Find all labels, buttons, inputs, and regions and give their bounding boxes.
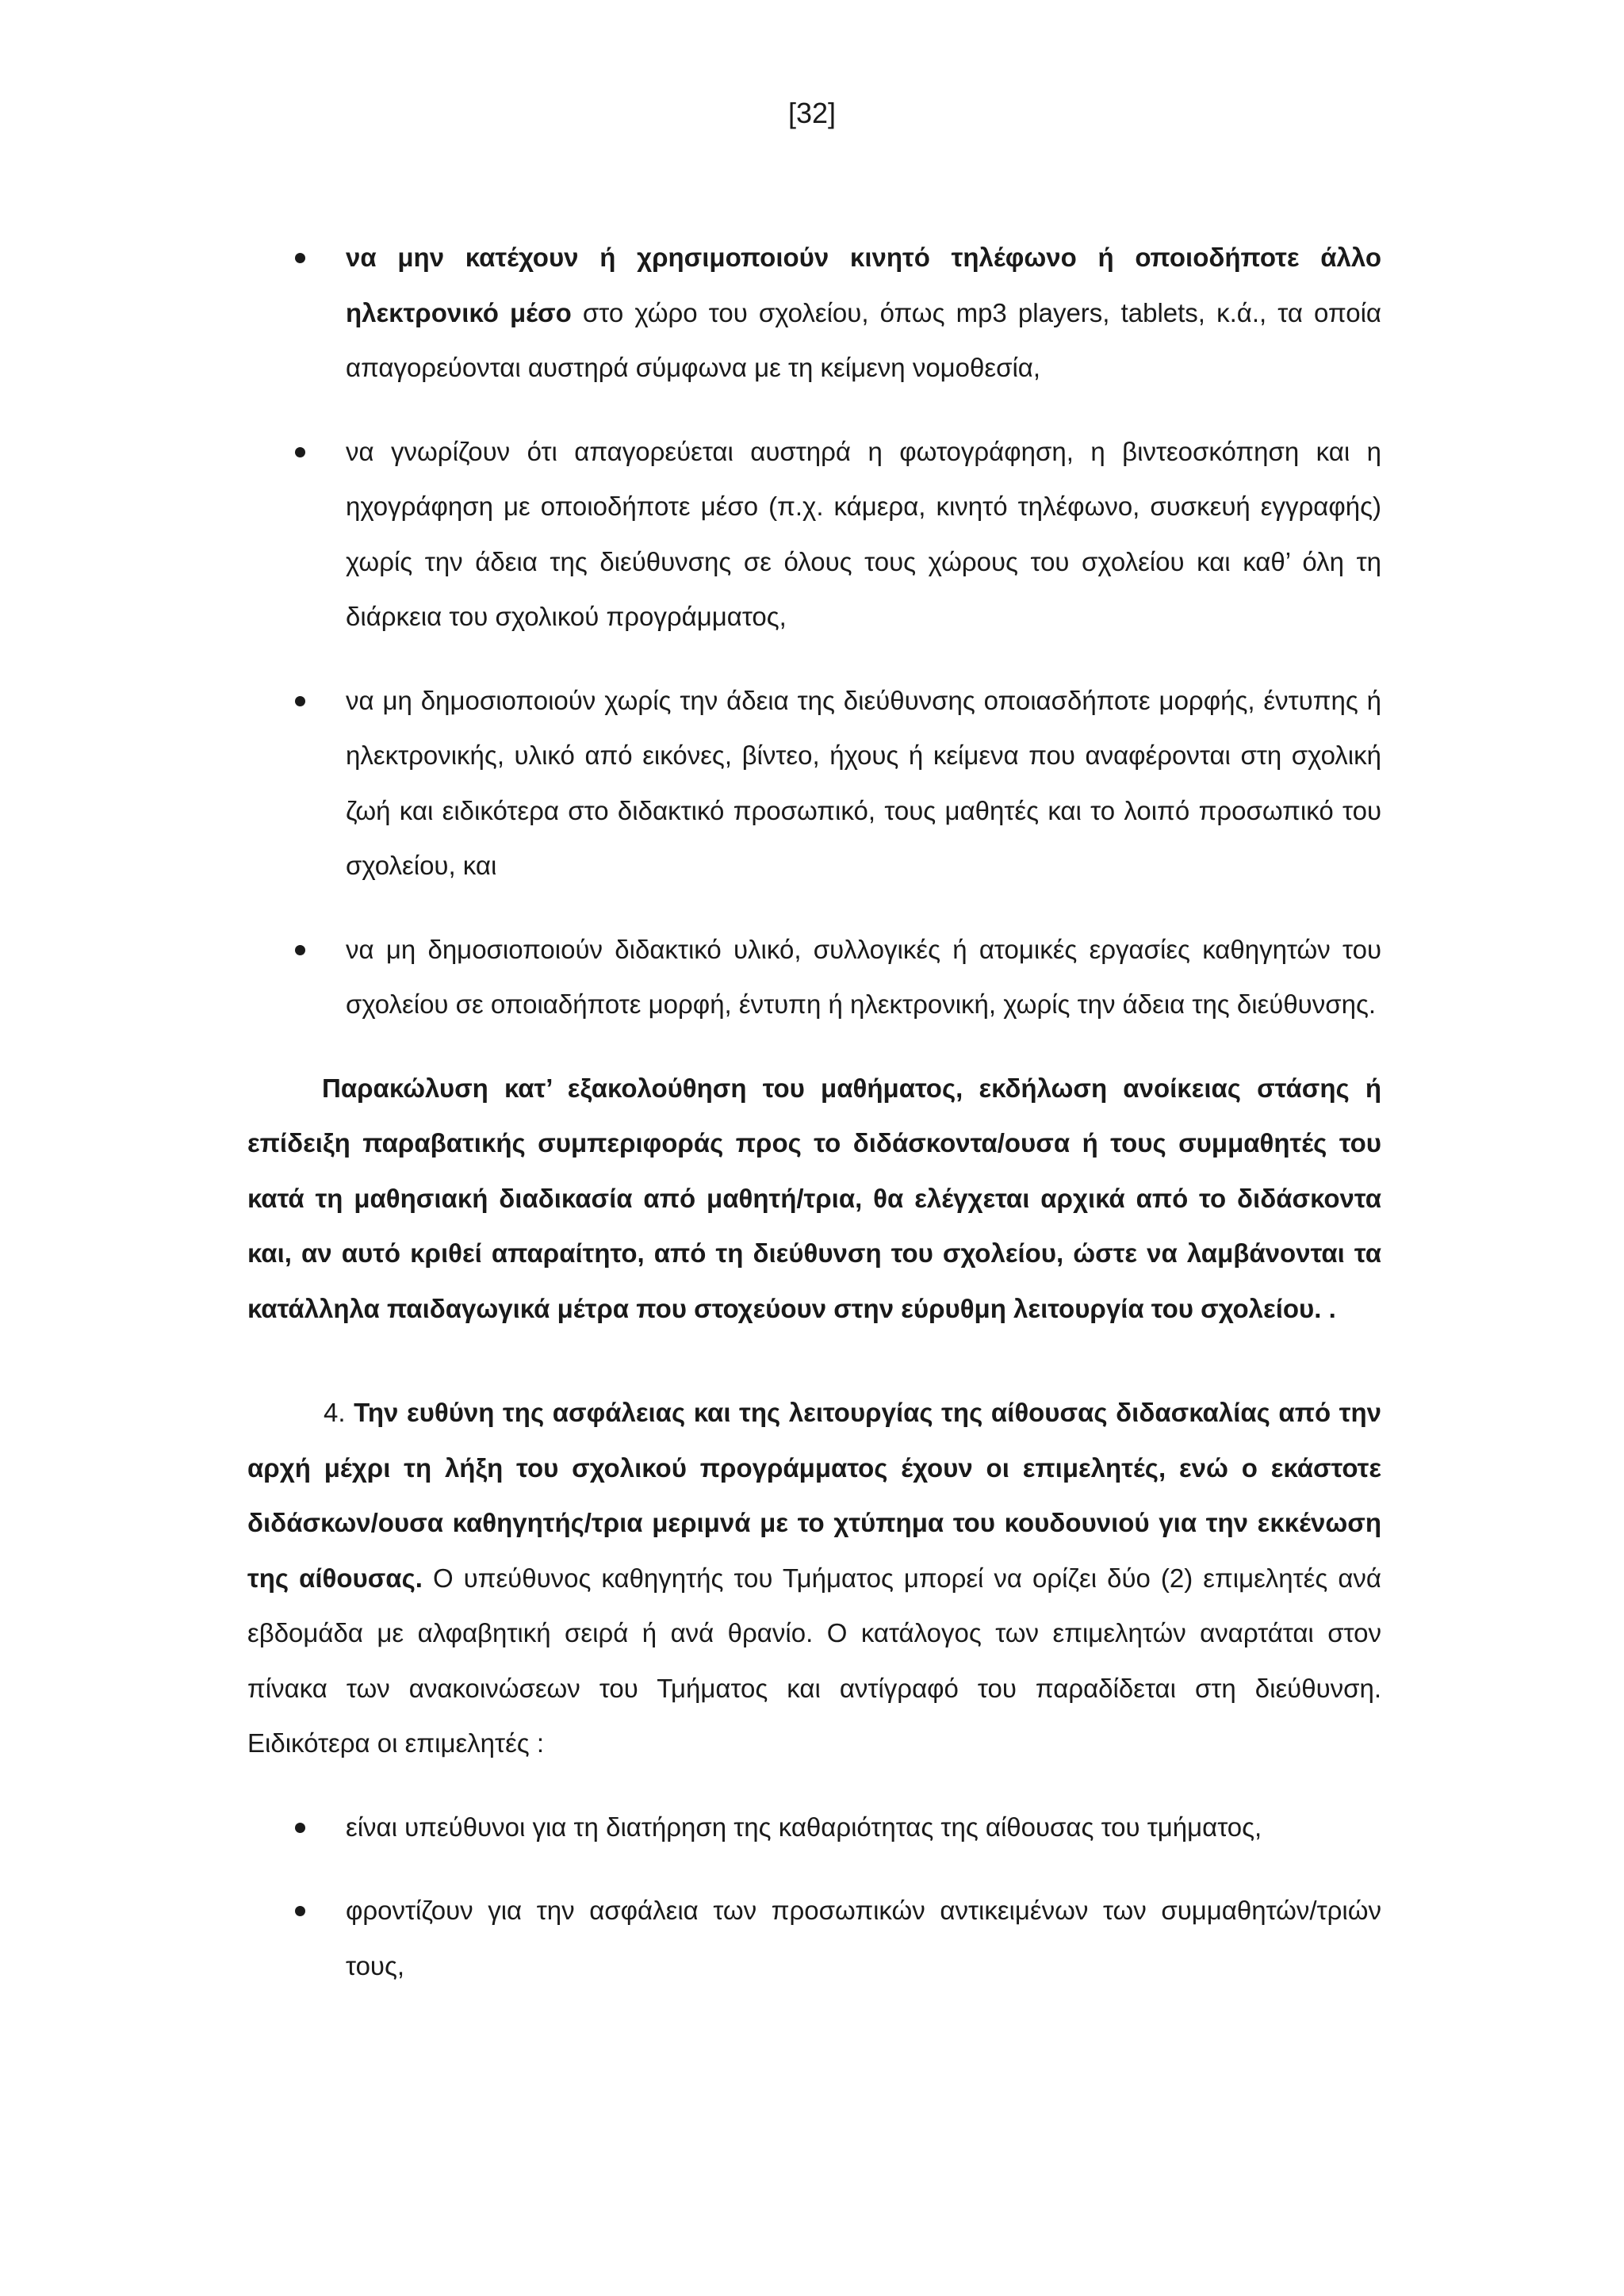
list-item <box>247 1800 1381 1855</box>
bullet-list-monitors <box>247 1800 1381 1994</box>
bullet-icon <box>295 253 305 263</box>
list-item-text: φροντίζουν για την ασφάλεια των προσωπικών αντικειμένων των συμμαθητών/τριών τους, <box>346 1896 1381 1980</box>
list-item <box>247 922 1381 1032</box>
page-number: [32] <box>787 97 837 129</box>
bullet-icon <box>295 1823 305 1833</box>
paragraph-bold-text: Την ευθύνη της ασφάλειας και της λειτουργίας της αίθουσας διδασκαλίας από την αρχή μέχρι τη λήξη του σχολικού προγράμματος έχουν οι επιμελητές, ενώ ο εκάστοτε διδάσκων/ουσα καθηγητής/τρια μεριμνά με το χτύπημα του κουδουνιού για την εκκένωση της αίθουσας. <box>247 1398 1381 1593</box>
bullet-list-rules <box>247 230 1381 1032</box>
page-body <box>247 230 1381 2022</box>
paragraph-text: Ο υπεύθυνος καθηγητής του Τμήματος μπορεί να ορίζει δύο (2) επιμελητές ανά εβδομάδα με αλφαβητική σειρά ή ανά θρανίο. Ο κατάλογος των επιμελητών αναρτάται στον πίνακα των ανακοινώσεων του Τμήματος και αντίγραφό του παραδίδεται στη διεύθυνση. Ειδικότερα οι επιμελητές : <box>247 1563 1381 1758</box>
paragraph-number: 4. <box>324 1398 354 1427</box>
list-item-text: είναι υπεύθυνοι για τη διατήρηση της καθαριότητας της αίθουσας του τμήματος, <box>346 1812 1262 1842</box>
list-item-text: να μη δημοσιοποιούν χωρίς την άδεια της διεύθυνσης οποιασδήποτε μορφής, έντυπης ή ηλεκτρονικής, υλικό από εικόνες, βίντεο, ήχους ή κείμενα που αναφέρονται στη σχολική ζωή και ειδικότερα στο διδακτικό προσωπικό, τους μαθητές και το λοιπό προσωπικό του σχολείου, και <box>346 685 1381 880</box>
list-item-text: να μη δημοσιοποιούν διδακτικό υλικό, συλλογικές ή ατομικές εργασίες καθηγητών του σχολείου σε οποιαδήποτε μορφή, έντυπη ή ηλεκτρονική, χωρίς την άδεια της διεύθυνσης. <box>346 934 1381 1019</box>
list-item-text: στο χώρο του σχολείου, όπως mp3 players, tablets, κ.ά., τα οποία απαγορεύονται αυστηρά σύμφωνα με τη κείμενη νομοθεσία, <box>346 297 1382 382</box>
list-item <box>247 424 1381 645</box>
bullet-icon <box>295 945 305 955</box>
list-item <box>247 673 1381 894</box>
bullet-icon <box>295 1906 305 1916</box>
bullet-icon <box>295 447 305 457</box>
list-item-bold-text: να μην κατέχουν ή χρησιμοποιούν κινητό τηλέφωνο ή οποιοδήποτε άλλο ηλεκτρονικό μέσο <box>346 243 1381 327</box>
list-item <box>247 230 1381 396</box>
paragraph-disruption: Παρακώλυση κατ’ εξακολούθηση του μαθήματος, εκδήλωση ανοίκειας στάσης ή επίδειξη παραβατικής συμπεριφοράς προς το διδάσκοντα/ουσα ή τους συμμαθητές του κατά τη μαθησιακή διαδικασία από μαθητή/τρια, θα ελέγχεται αρχικά από το διδάσκοντα και, αν αυτό κριθεί απαραίτητο, από τη διεύθυνση του σχολείου, ώστε να λαμβάνονται τα κατάλληλα παιδαγωγικά μέτρα που στοχεύουν στην εύρυθμη λειτουργία του σχολείου. . <box>247 1073 1381 1323</box>
list-item-text: να γνωρίζουν ότι απαγορεύεται αυστηρά η φωτογράφηση, η βιντεοσκόπηση και η ηχογράφηση με οποιοδήποτε μέσο (π.χ. κάμερα, κινητό τηλέφωνο, συσκευή εγγραφής) χωρίς την άδεια της διεύθυνσης σε όλους τους χώρους του σχολείου και καθ’ όλη τη διάρκεια του σχολικού προγράμματος, <box>346 436 1381 631</box>
bullet-icon <box>295 696 305 706</box>
paragraph-item-4 <box>247 1385 1381 1771</box>
list-item <box>247 1883 1381 1993</box>
